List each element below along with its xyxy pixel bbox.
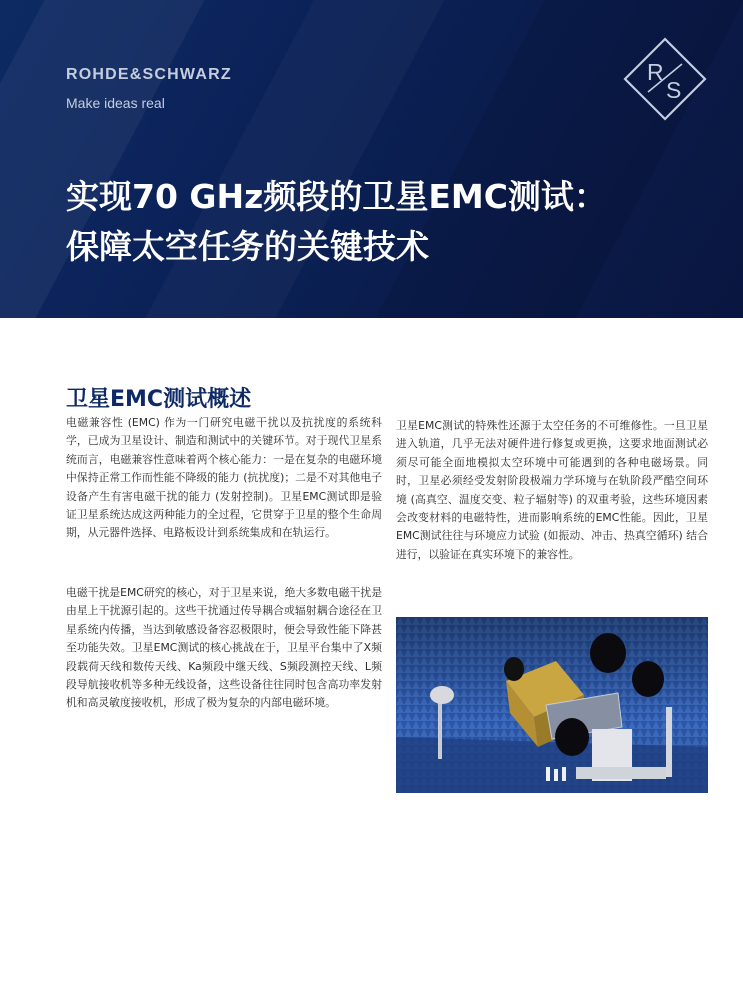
body-paragraph: 卫星EMC测试的特殊性还源于太空任务的不可维修性。一旦卫星进入轨道，几乎无法对硬件进行修复或更换，这要求地面测试必须尽可能全面地模拟太空环境中可能遇到的各种电磁场景。同时，卫星必须经受发射阶段极端力学环境与在轨阶段严酷空间环境 (高真空、温度交变、粒子辐射等) 的双重考验，这些环境因素会改变材料的电磁特性，进而影响系统的EMC性能。因此，卫星EMC测试往往与环境应力试验 (如振动、冲击、热真空循环) 结合进行，以验证在真实环境下的兼容性。 — [396, 419, 708, 561]
brand-tagline: Make ideas real — [66, 95, 165, 111]
svg-text:R: R — [647, 59, 664, 85]
page-title — [66, 172, 706, 272]
title-line: 保障太空任务的关键技术 — [66, 227, 429, 266]
header-banner — [0, 0, 743, 318]
section-heading: 卫星EMC测试概述 — [66, 387, 252, 412]
brand-name: ROHDE&SCHWARZ — [66, 66, 232, 83]
title-line: 实现70 GHz频段的卫星EMC测试： — [66, 177, 607, 216]
body-paragraph: 电磁兼容性 (EMC) 作为一门研究电磁干扰以及抗扰度的系统科学，已成为卫星设计、制造和测试中的关键环节。对于现代卫星系统而言，电磁兼容性意味着两个核心能力：一是在复杂的电磁环境中保持正常工作而性能不降级的能力 (抗扰度)；二是不对其他电子设备产生有害电磁干扰的能力 (发射控制)。卫星EMC测试即是验证卫星系统达成这两种能力的全过程，它贯穿于卫星的整个生命周期，从元器件选择、电路板设计到系统集成和在轨运行。 — [66, 416, 382, 540]
satellite-chamber-photo — [396, 617, 708, 793]
svg-text:S: S — [666, 77, 682, 103]
rs-logo-icon — [622, 36, 708, 122]
body-paragraph: 电磁干扰是EMC研究的核心，对于卫星来说，绝大多数电磁干扰是由星上干扰源引起的。这些干扰通过传导耦合或辐射耦合途径在卫星系统内传播，当达到敏感设备容忍极限时，便会导致性能下降甚至功能失效。卫星EMC测试的核心挑战在于，卫星平台集中了X频段载荷天线和数传天线、Ka频段中继天线、S频段测控天线、L频段导航接收机等多种无线设备，这些设备往往同时包含高功率发射机和高灵敏度接收机，形成了极为复杂的内部电磁环境。 — [66, 586, 382, 710]
